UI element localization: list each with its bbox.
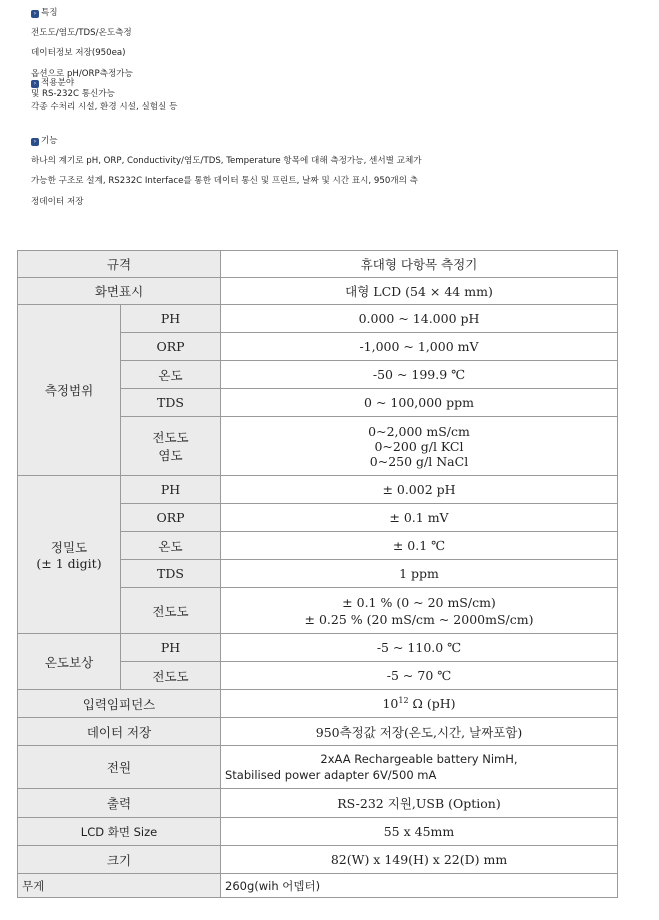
table-row [18,278,618,305]
accuracy-temp-value: ± 0.1 ℃ [221,532,618,560]
weight-label: 무게 [18,874,221,898]
table-row [18,789,618,818]
applications-block [31,78,631,114]
lcd-value: 55 x 45mm [221,818,618,846]
impedance-value: $10^{12}$ Ω (pH) [221,690,618,718]
accuracy-tds-value: 1 ppm [221,560,618,588]
features-line: 및 RS-232C 통신가능 [31,88,115,99]
bullet-arrow-icon: › [31,138,39,146]
bullet-arrow-icon: › [31,10,39,18]
range-temp-value: -50 ~ 199.9 ℃ [221,361,618,389]
range-ph-value: 0.000 ~ 14.000 pH [221,305,618,333]
spec-value: 휴대형 다항목 측정기 [221,251,618,278]
spec-table [17,250,618,898]
compensation-ph-label: PH [121,634,221,662]
power-value: 2xAA Rechargeable battery NimH, Stabilised power adapter 6V/500 mA [221,746,618,789]
range-ph-label: PH [121,305,221,333]
range-label: 측정범위 [18,305,121,476]
lcd-label: LCD 화면 Size [18,818,221,846]
range-tds-value: 0 ~ 100,000 ppm [221,389,618,417]
storage-value: 950측정값 저장(온도,시간, 날짜포함) [221,718,618,746]
range-temp-label: 온도 [121,361,221,389]
range-orp-value: -1,000 ~ 1,000 mV [221,333,618,361]
table-row [18,305,618,333]
power-label: 전원 [18,746,221,789]
compensation-cond-label: 전도도 [121,662,221,690]
table-row [18,718,618,746]
intro-section [31,8,631,217]
weight-value: 260g(wih 어뎁터) [221,874,618,898]
accuracy-label: 정밀도 (± 1 digit) [18,476,121,634]
bullet-arrow-icon: › [31,80,39,88]
table-row [18,818,618,846]
display-label: 화면표시 [18,278,221,305]
accuracy-orp-value: ± 0.1 mV [221,504,618,532]
table-row [18,690,618,718]
display-value: 대형 LCD (54 × 44 mm) [221,278,618,305]
features-title: 특징 [41,8,58,18]
accuracy-ph-value: ± 0.002 pH [221,476,618,504]
accuracy-cond-label: 전도도 [121,588,221,634]
table-row [18,476,618,504]
storage-label: 데이터 저장 [18,718,221,746]
accuracy-temp-label: 온도 [121,532,221,560]
size-value: 82(W) x 149(H) x 22(D) mm [221,846,618,874]
accuracy-cond-value: ± 0.1 % (0 ~ 20 mS/cm) ± 0.25 % (20 mS/cm ~ 2000mS/cm) [221,588,618,634]
compensation-ph-value: -5 ~ 110.0 ℃ [221,634,618,662]
features-line: 데이터정보 저장(950ea) [31,48,126,59]
accuracy-tds-label: TDS [121,560,221,588]
range-cond-label: 전도도 염도 [121,417,221,476]
size-label: 크기 [18,846,221,874]
features-line: 전도도/염도/TDS/온도측정 [31,28,132,39]
applications-text: 각종 수처리 시설, 환경 시설, 실험실 등 [31,101,178,112]
accuracy-orp-label: ORP [121,504,221,532]
table-row [18,251,618,278]
compensation-cond-value: -5 ~ 70 ℃ [221,662,618,690]
range-tds-label: TDS [121,389,221,417]
compensation-label: 온도보상 [18,634,121,690]
spec-label: 규격 [18,251,221,278]
features-line: 옵션으로 pH/ORP측정가능 [31,68,133,79]
table-row [18,746,618,789]
table-row [18,874,618,898]
accuracy-ph-label: PH [121,476,221,504]
functions-line: 하나의 계기로 pH, ORP, Conductivity/염도/TDS, Temperature 항목에 대해 측정가능, 센서별 교체가 [31,156,422,167]
table-row [18,634,618,662]
table-row [18,846,618,874]
range-orp-label: ORP [121,333,221,361]
applications-title: 적용분야 [41,78,75,88]
functions-line: 정데이터 저장 [31,196,84,207]
output-label: 출력 [18,789,221,818]
functions-line: 가능한 구조로 설계, RS232C Interface를 통한 데이터 통신 및 프린트, 날짜 및 시간 표시, 950개의 측 [31,176,418,187]
impedance-label: 입력임피던스 [18,690,221,718]
output-value: RS-232 지원,USB (Option) [221,789,618,818]
functions-title: 기능 [41,136,58,146]
functions-block [31,136,631,208]
range-cond-value: 0~2,000 mS/cm 0~200 g/l KCl 0~250 g/l NaCl [221,417,618,476]
